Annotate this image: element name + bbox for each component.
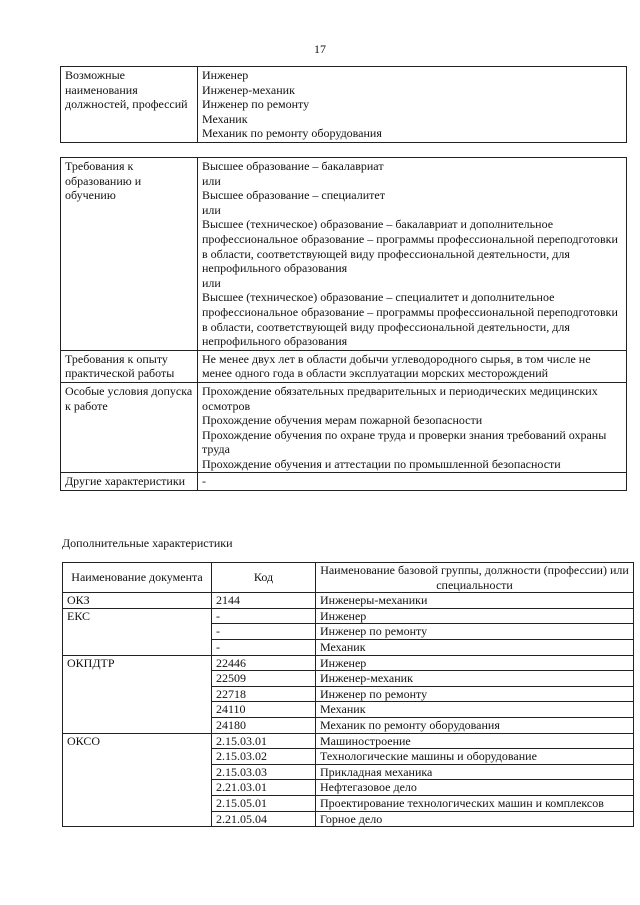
code-cell: 2144 (212, 593, 316, 609)
name-cell: Машиностроение (316, 733, 634, 749)
doc-name: ЕКС (63, 608, 212, 655)
doc-name: ОКЗ (63, 593, 212, 609)
list-item: Высшее образование – специалитет (202, 188, 385, 203)
code-cell: 2.15.05.01 (212, 795, 316, 811)
code-cell: 2.21.03.01 (212, 780, 316, 796)
code-cell: 24110 (212, 702, 316, 718)
column-header: Наименование базовой группы, должности (профессии) или специальности (316, 563, 634, 593)
name-cell: Механик (316, 702, 634, 718)
positions-table (60, 66, 627, 143)
list-item: Прохождение обучения по охране труда и проверки знания требований охраны труда (202, 427, 607, 457)
experience-content (198, 350, 627, 382)
code-cell: 22509 (212, 671, 316, 687)
name-cell: Инженер-механик (316, 671, 634, 687)
name-cell: Механик (316, 639, 634, 655)
name-cell: Инженер (316, 608, 634, 624)
admission-label: Особые условия допуска к работе (61, 382, 198, 473)
list-item: Не менее двух лет в области добычи углеводородного сырья, в том числе не менее одного года в области эксплуатации морских месторождений (202, 351, 591, 381)
table-row (63, 733, 634, 749)
positions-list (198, 67, 627, 143)
code-cell: - (212, 624, 316, 640)
column-header: Код (212, 563, 316, 593)
code-cell: 24180 (212, 717, 316, 733)
name-cell: Технологические машины и оборудование (316, 749, 634, 765)
page-number: 17 (314, 42, 326, 56)
list-item: Высшее (техническое) образование – специалитет и дополнительное профессиональное образование – программы профессиональной переподготовки в области, соответствующей виду профессиональной деятельности, для непрофильного образования (202, 290, 618, 349)
name-cell: Горное дело (316, 811, 634, 827)
table-header-row (63, 563, 634, 593)
list-item: Прохождение обязательных предварительных и периодических медицинских осмотров (202, 383, 598, 413)
code-cell: - (212, 639, 316, 655)
table-row (63, 655, 634, 671)
name-cell: Инженер (316, 655, 634, 671)
code-cell: 2.15.03.01 (212, 733, 316, 749)
experience-label: Требования к опыту практической работы (61, 350, 198, 382)
list-item: или (202, 173, 221, 188)
additional-table (62, 562, 634, 827)
table-row (63, 593, 634, 609)
list-item: Механик (202, 111, 248, 126)
table-row (61, 382, 627, 473)
table-row (61, 350, 627, 382)
education-content (198, 158, 627, 351)
name-cell: Инженер по ремонту (316, 624, 634, 640)
table-row (63, 608, 634, 624)
positions-label: Возможные наименования должностей, профессий (61, 67, 198, 143)
list-item: Механик по ремонту оборудования (202, 126, 382, 141)
doc-name: ОКСО (63, 733, 212, 827)
name-cell: Инженеры-механики (316, 593, 634, 609)
table-row (61, 473, 627, 491)
code-cell: 22446 (212, 655, 316, 671)
list-item: Прохождение обучения мерам пожарной безопасности (202, 413, 483, 428)
list-item: - (202, 474, 206, 489)
code-cell: - (212, 608, 316, 624)
name-cell: Механик по ремонту оборудования (316, 717, 634, 733)
name-cell: Проектирование технологических машин и комплексов (316, 795, 634, 811)
list-item: Инженер по ремонту (202, 97, 310, 112)
code-cell: 2.21.05.04 (212, 811, 316, 827)
table-row (61, 158, 627, 351)
education-label: Требования к образованию и обучению (61, 158, 198, 351)
section-title: Дополнительные характеристики (62, 536, 233, 550)
name-cell: Инженер по ремонту (316, 686, 634, 702)
other-label: Другие характеристики (61, 473, 198, 491)
doc-name: ОКПДТР (63, 655, 212, 733)
list-item: или (202, 202, 221, 217)
list-item: или (202, 275, 221, 290)
requirements-table (60, 157, 627, 491)
other-content (198, 473, 627, 491)
list-item: Высшее (техническое) образование – бакалавриат и дополнительное профессиональное образование – программы профессиональной переподготовки в области, соответствующей виду профессиональной деятельности, для непрофильного образования (202, 217, 618, 276)
code-cell: 2.15.03.02 (212, 749, 316, 765)
list-item: Высшее образование – бакалавриат (202, 159, 384, 173)
name-cell: Прикладная механика (316, 764, 634, 780)
list-item: Прохождение обучения и аттестации по промышленной безопасности (202, 456, 561, 471)
code-cell: 22718 (212, 686, 316, 702)
name-cell: Нефтегазовое дело (316, 780, 634, 796)
admission-content (198, 382, 627, 473)
table-row (61, 67, 627, 143)
column-header: Наименование документа (63, 563, 212, 593)
code-cell: 2.15.03.03 (212, 764, 316, 780)
list-item: Инженер (202, 68, 249, 82)
list-item: Инженер-механик (202, 82, 295, 97)
